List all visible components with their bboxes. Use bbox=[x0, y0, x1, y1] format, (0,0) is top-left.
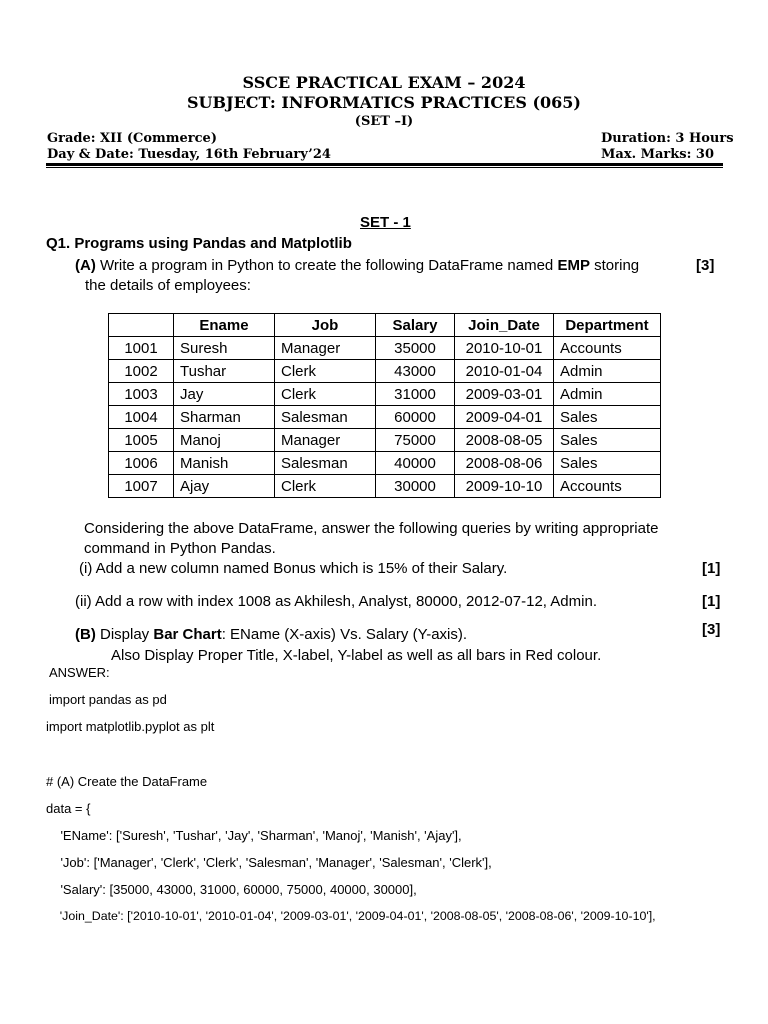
q1a-text-line2: the details of employees: bbox=[85, 277, 251, 294]
table-cell: Clerk bbox=[275, 475, 376, 498]
code-line-7: 'Salary': [35000, 43000, 31000, 60000, 75000, 40000, 30000], bbox=[46, 882, 417, 897]
q1a-emp: EMP bbox=[557, 257, 590, 274]
q1b-text-part1: Display bbox=[95, 626, 154, 643]
table-cell: Accounts bbox=[554, 337, 661, 360]
table-header-join-date: Join_Date bbox=[455, 314, 554, 337]
table-cell: Salesman bbox=[275, 406, 376, 429]
table-cell: Manager bbox=[275, 429, 376, 452]
table-cell: 2009-03-01 bbox=[455, 383, 554, 406]
table-cell: 2010-10-01 bbox=[455, 337, 554, 360]
table-cell: Sales bbox=[554, 452, 661, 475]
table-cell: Accounts bbox=[554, 475, 661, 498]
q1b-text-part2: : EName (X-axis) Vs. Salary (Y-axis). bbox=[221, 626, 468, 643]
set-heading: SET - 1 bbox=[360, 214, 411, 231]
code-line-8: 'Join_Date': ['2010-10-01', '2010-01-04', '2009-03-01', '2009-04-01', '2008-08-05', '2008-08-06', '2009-10-10'], bbox=[46, 909, 656, 923]
table-cell: Admin bbox=[554, 360, 661, 383]
table-cell: Manoj bbox=[174, 429, 275, 452]
table-header-row bbox=[109, 314, 661, 337]
table-cell: 31000 bbox=[376, 383, 455, 406]
table-cell: Manager bbox=[275, 337, 376, 360]
table-cell: 2008-08-06 bbox=[455, 452, 554, 475]
table-cell: Tushar bbox=[174, 360, 275, 383]
query-ii: (ii) Add a row with index 1008 as Akhilesh, Analyst, 80000, 2012-07-12, Admin. bbox=[75, 593, 597, 610]
table-header-job: Job bbox=[275, 314, 376, 337]
table-cell: 2010-01-04 bbox=[455, 360, 554, 383]
queries-intro-line1: Considering the above DataFrame, answer the following queries by writing appropriate bbox=[84, 520, 659, 537]
code-line-1: import pandas as pd bbox=[49, 692, 167, 707]
table-cell: 1006 bbox=[109, 452, 174, 475]
q1b-line2: Also Display Proper Title, X-label, Y-label as well as all bars in Red colour. bbox=[111, 647, 602, 664]
duration-label: Duration: 3 Hours bbox=[601, 131, 734, 146]
q1b-text bbox=[75, 626, 467, 643]
table-cell: Clerk bbox=[275, 383, 376, 406]
table-cell: Clerk bbox=[275, 360, 376, 383]
emp-table bbox=[108, 313, 661, 498]
q1-title: Q1. Programs using Pandas and Matplotlib bbox=[46, 235, 352, 252]
q1b-marks: [3] bbox=[702, 621, 721, 638]
q1a-text-part1: Write a program in Python to create the following DataFrame named bbox=[95, 257, 558, 274]
table-row bbox=[109, 406, 661, 429]
table-cell: 1001 bbox=[109, 337, 174, 360]
exam-title: SSCE PRACTICAL EXAM – 2024 bbox=[242, 73, 526, 92]
exam-subject: SUBJECT: INFORMATICS PRACTICES (065) bbox=[186, 93, 581, 112]
query-ii-marks: [1] bbox=[702, 593, 721, 610]
table-cell: 75000 bbox=[376, 429, 455, 452]
table-cell: 2009-10-10 bbox=[455, 475, 554, 498]
q1a-text-part2: storing bbox=[589, 257, 640, 274]
q1b-label: (B) bbox=[75, 626, 96, 643]
table-header-ename: Ename bbox=[174, 314, 275, 337]
table-row bbox=[109, 383, 661, 406]
table-cell: Manish bbox=[174, 452, 275, 475]
table-header-index bbox=[109, 314, 174, 337]
table-cell: 1003 bbox=[109, 383, 174, 406]
answer-label: ANSWER: bbox=[49, 665, 110, 680]
code-line-3: # (A) Create the DataFrame bbox=[46, 774, 208, 789]
table-cell: 43000 bbox=[376, 360, 455, 383]
table-cell: Sales bbox=[554, 429, 661, 452]
table-cell: 40000 bbox=[376, 452, 455, 475]
header-divider-thin bbox=[46, 167, 723, 168]
table-row bbox=[109, 360, 661, 383]
code-line-4: data = { bbox=[46, 801, 91, 816]
table-header-department: Department bbox=[554, 314, 661, 337]
table-cell: 1005 bbox=[109, 429, 174, 452]
q1a-label: (A) bbox=[75, 257, 96, 274]
table-cell: Sales bbox=[554, 406, 661, 429]
table-cell: 60000 bbox=[376, 406, 455, 429]
table-cell: Admin bbox=[554, 383, 661, 406]
query-i: (i) Add a new column named Bonus which is 15% of their Salary. bbox=[79, 560, 508, 577]
table-row bbox=[109, 429, 661, 452]
q1a-marks: [3] bbox=[696, 257, 715, 274]
query-i-marks: [1] bbox=[702, 560, 721, 577]
grade-label: Grade: XII (Commerce) bbox=[47, 131, 217, 146]
table-cell: 2008-08-05 bbox=[455, 429, 554, 452]
q1b-bar-chart: Bar Chart bbox=[153, 626, 222, 643]
table-cell: Jay bbox=[174, 383, 275, 406]
table-cell: 35000 bbox=[376, 337, 455, 360]
table-row bbox=[109, 337, 661, 360]
table-cell: Suresh bbox=[174, 337, 275, 360]
exam-set: (SET –I) bbox=[354, 114, 414, 129]
table-cell: Ajay bbox=[174, 475, 275, 498]
code-line-2: import matplotlib.pyplot as plt bbox=[46, 719, 215, 734]
code-line-6: 'Job': ['Manager', 'Clerk', 'Clerk', 'Salesman', 'Manager', 'Salesman', 'Clerk'], bbox=[46, 855, 492, 870]
day-date-label: Day & Date: Tuesday, 16th February’24 bbox=[47, 147, 331, 162]
table-cell: 1007 bbox=[109, 475, 174, 498]
table-row bbox=[109, 452, 661, 475]
q1a-text bbox=[75, 257, 639, 274]
table-cell: 30000 bbox=[376, 475, 455, 498]
table-cell: 1004 bbox=[109, 406, 174, 429]
table-cell: Sharman bbox=[174, 406, 275, 429]
table-cell: 2009-04-01 bbox=[455, 406, 554, 429]
table-cell: 1002 bbox=[109, 360, 174, 383]
code-line-5: 'EName': ['Suresh', 'Tushar', 'Jay', 'Sharman', 'Manoj', 'Manish', 'Ajay'], bbox=[46, 828, 462, 843]
table-header-salary: Salary bbox=[376, 314, 455, 337]
header-divider bbox=[46, 163, 723, 166]
queries-intro-line2: command in Python Pandas. bbox=[84, 540, 276, 557]
table-cell: Salesman bbox=[275, 452, 376, 475]
table-row bbox=[109, 475, 661, 498]
max-marks-label: Max. Marks: 30 bbox=[601, 147, 715, 162]
